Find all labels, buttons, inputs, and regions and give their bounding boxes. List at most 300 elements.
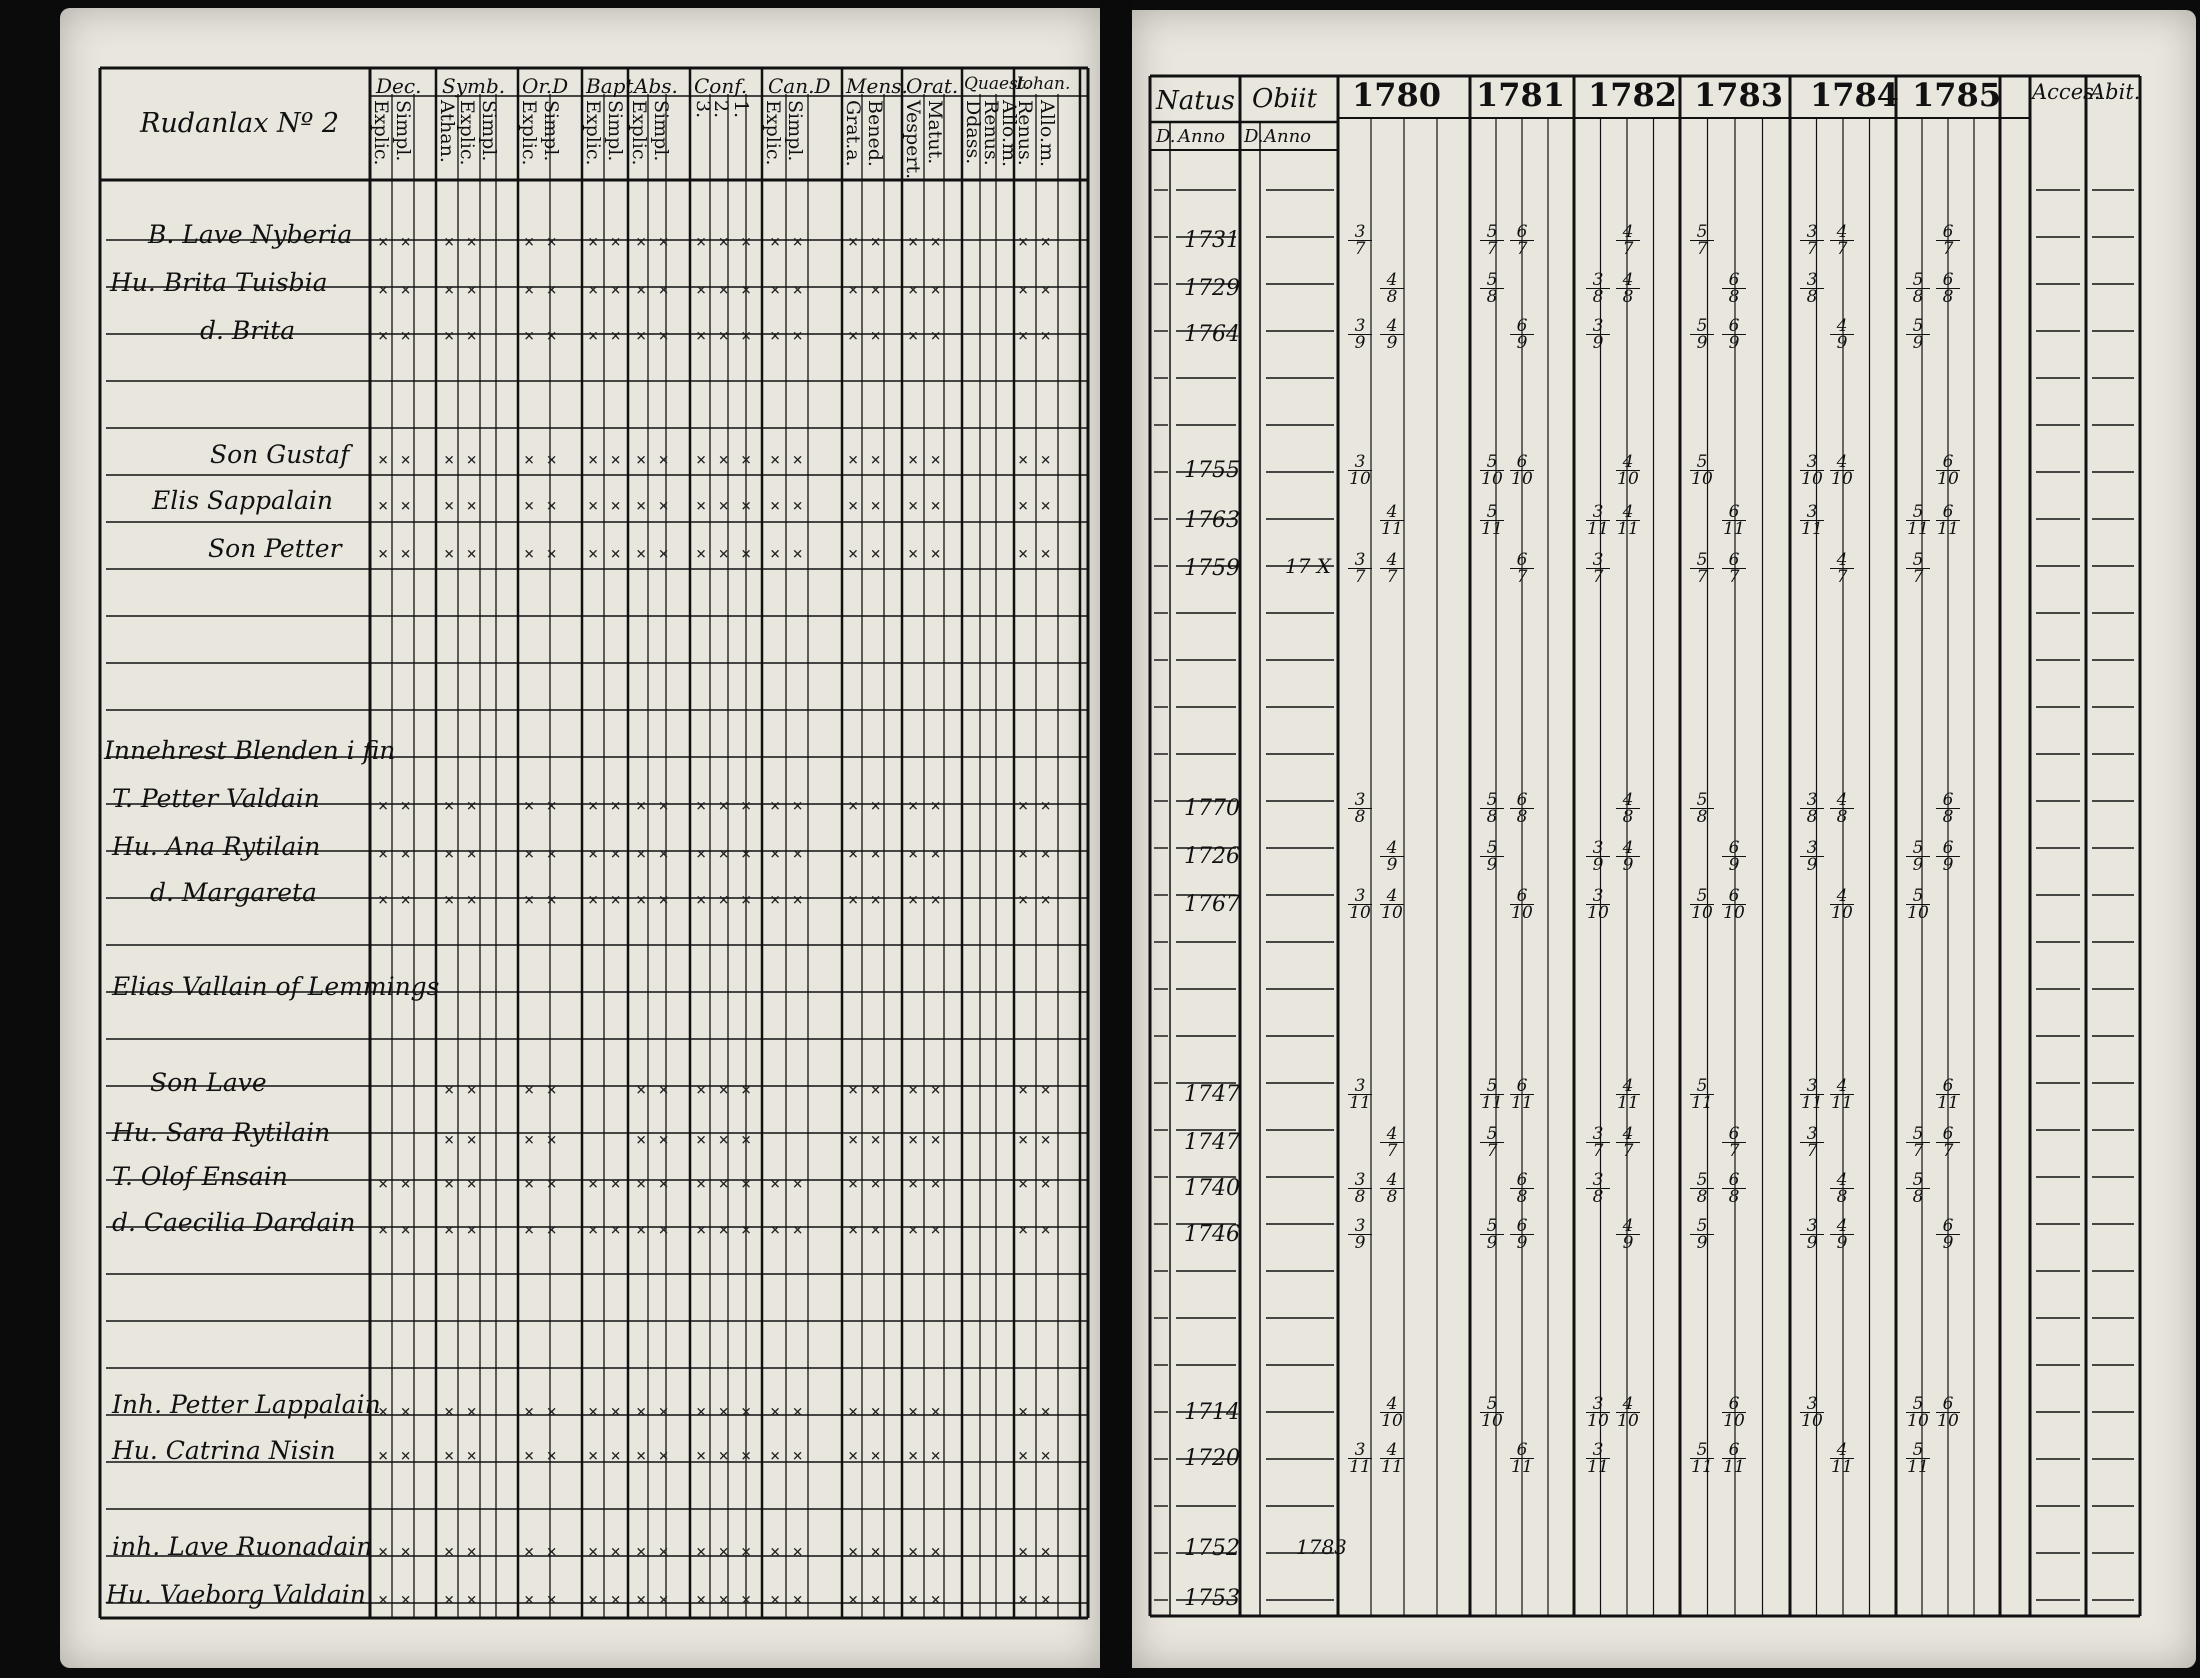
exam-mark: × × [524, 232, 558, 252]
exam-fraction-mark: $\frac{4}{10}$ [1617, 1394, 1639, 1431]
obiit-anno-header: Anno [1264, 126, 1312, 147]
exam-fraction-mark: $\frac{6}{9}$ [1510, 1218, 1534, 1251]
exam-mark: × × [524, 1220, 558, 1240]
exam-mark: × × [444, 1402, 478, 1422]
exam-mark: × × [770, 496, 804, 516]
exam-mark: × × [848, 232, 882, 252]
exam-fraction-mark: $\frac{6}{8}$ [1936, 792, 1960, 825]
exam-mark: × × [378, 1402, 412, 1422]
exam-mark: × × [770, 1402, 804, 1422]
column-sub-header: Explic. [518, 100, 540, 166]
exam-mark: × × [770, 796, 804, 816]
exam-mark: × × [770, 450, 804, 470]
exam-mark: × × [908, 1080, 942, 1100]
exam-mark: × × [908, 1542, 942, 1562]
exam-mark: × × × [696, 1590, 753, 1610]
exam-fraction-mark: $\frac{3}{9}$ [1800, 1218, 1824, 1251]
exam-fraction-mark: $\frac{5}{9}$ [1480, 1218, 1504, 1251]
exam-mark: × × [770, 1542, 804, 1562]
household-member-name: d. Caecilia Dardain [112, 1208, 356, 1237]
column-sub-header: Explic. [762, 100, 784, 166]
exam-mark: × × [636, 796, 670, 816]
column-sub-header: Simpl. [478, 100, 500, 162]
exam-fraction-mark: $\frac{3}{8}$ [1800, 272, 1824, 305]
exam-fraction-mark: $\frac{6}{7}$ [1722, 552, 1746, 585]
exam-mark: × × [524, 280, 558, 300]
column-sub-header: Simpl. [784, 100, 806, 162]
column-sub-header: Explic. [628, 100, 650, 166]
natus-header: Natus [1156, 86, 1235, 116]
birth-year: 1729 [1184, 276, 1240, 301]
parish-heading: Rudanlax Nº 2 [140, 108, 340, 139]
exam-mark: × × [524, 544, 558, 564]
exam-fraction-mark: $\frac{3}{10}$ [1349, 886, 1371, 923]
birth-year: 1746 [1184, 1222, 1240, 1247]
exam-fraction-mark: $\frac{6}{7}$ [1936, 1126, 1960, 1159]
column-sub-header: 2. [710, 100, 732, 119]
exam-fraction-mark: $\frac{5}{10}$ [1691, 886, 1713, 923]
column-sub-header: Grat.a. [842, 100, 864, 167]
exam-fraction-mark: $\frac{3}{10}$ [1587, 886, 1609, 923]
exam-mark: × × [378, 1446, 412, 1466]
exam-mark: × × [444, 496, 478, 516]
exam-fraction-mark: $\frac{6}{10}$ [1937, 1394, 1959, 1431]
exam-fraction-mark: $\frac{5}{10}$ [1481, 452, 1503, 489]
household-member-name: Son Lave [150, 1068, 267, 1097]
exam-mark: × × [524, 496, 558, 516]
exam-mark: × × [378, 890, 412, 910]
exam-fraction-mark: $\frac{4}{7}$ [1380, 1126, 1404, 1159]
exam-mark: × × [1018, 1590, 1052, 1610]
exam-mark: × × × [696, 1542, 753, 1562]
household-member-name: Son Petter [208, 534, 342, 563]
exam-fraction-mark: $\frac{5}{7}$ [1480, 1126, 1504, 1159]
household-member-name: Hu. Catrina Nisin [112, 1436, 336, 1465]
exam-mark: × × [588, 1446, 622, 1466]
exam-mark: × × [378, 232, 412, 252]
exam-mark: × × [848, 1174, 882, 1194]
column-group-header: Quaest. [964, 74, 1031, 94]
exam-fraction-mark: $\frac{3}{10}$ [1587, 1394, 1609, 1431]
exam-fraction-mark: $\frac{5}{7}$ [1690, 224, 1714, 257]
exam-fraction-mark: $\frac{5}{8}$ [1906, 272, 1930, 305]
exam-fraction-mark: $\frac{6}{10}$ [1723, 886, 1745, 923]
exam-mark: × × [588, 544, 622, 564]
birth-year: 1714 [1184, 1400, 1240, 1425]
exam-fraction-mark: $\frac{6}{7}$ [1510, 224, 1534, 257]
exam-mark: × × × [696, 232, 753, 252]
column-sub-header: Athan. [436, 100, 458, 163]
exam-mark: × × [770, 326, 804, 346]
exam-mark: × × [908, 1446, 942, 1466]
exam-mark: × × [588, 1402, 622, 1422]
exam-mark: × × [1018, 232, 1052, 252]
column-group-header: Can.D [768, 74, 831, 98]
exam-mark: × × [848, 1446, 882, 1466]
exam-fraction-mark: $\frac{6}{8}$ [1936, 272, 1960, 305]
exam-mark: × × [770, 1174, 804, 1194]
household-member-name: inh. Lave Ruonadain [112, 1532, 373, 1561]
exam-mark: × × × [696, 1130, 753, 1150]
exam-mark: × × [524, 1080, 558, 1100]
column-sub-header: 1. [730, 100, 752, 119]
exam-mark: × × [588, 1174, 622, 1194]
birth-year: 1764 [1184, 322, 1240, 347]
household-member-name: Son Gustaf [210, 440, 350, 469]
exam-fraction-mark: $\frac{3}{7}$ [1586, 1126, 1610, 1159]
exam-fraction-mark: $\frac{4}{11}$ [1831, 1076, 1853, 1113]
obiit-d-header: D. [1244, 126, 1264, 147]
exam-mark: × × [444, 1130, 478, 1150]
exam-mark: × × [378, 496, 412, 516]
birth-year: 1747 [1184, 1130, 1240, 1155]
exam-fraction-mark: $\frac{3}{8}$ [1800, 792, 1824, 825]
household-member-name: T. Olof Ensain [112, 1162, 288, 1191]
birth-year: 1752 [1184, 1536, 1240, 1561]
exam-fraction-mark: $\frac{4}{8}$ [1380, 272, 1404, 305]
exam-fraction-mark: $\frac{5}{9}$ [1906, 318, 1930, 351]
exam-mark: × × [848, 1590, 882, 1610]
exam-mark: × × [636, 1080, 670, 1100]
exam-mark: × × × [696, 796, 753, 816]
exam-mark: × × [588, 844, 622, 864]
exam-mark: × × [908, 890, 942, 910]
exam-mark: × × [848, 496, 882, 516]
exam-mark: × × [378, 1590, 412, 1610]
exam-fraction-mark: $\frac{6}{10}$ [1723, 1394, 1745, 1431]
exam-mark: × × [848, 1220, 882, 1240]
exam-mark: × × [588, 450, 622, 470]
exam-fraction-mark: $\frac{4}{7}$ [1380, 552, 1404, 585]
exam-fraction-mark: $\frac{6}{9}$ [1722, 318, 1746, 351]
exam-mark: × × × [696, 1080, 753, 1100]
exam-mark: × × [848, 1542, 882, 1562]
exam-fraction-mark: $\frac{3}{10}$ [1349, 452, 1371, 489]
exam-mark: × × × [696, 1220, 753, 1240]
exam-mark: × × [524, 326, 558, 346]
exam-fraction-mark: $\frac{6}{7}$ [1936, 224, 1960, 257]
exam-fraction-mark: $\frac{3}{8}$ [1586, 1172, 1610, 1205]
exam-fraction-mark: $\frac{4}{10}$ [1617, 452, 1639, 489]
household-member-name: B. Lave Nyberia [148, 220, 353, 249]
exam-mark: × × [444, 450, 478, 470]
exam-fraction-mark: $\frac{4}{8}$ [1616, 792, 1640, 825]
exam-fraction-mark: $\frac{6}{11}$ [1511, 1440, 1533, 1477]
exam-mark: × × [770, 280, 804, 300]
exam-mark: × × [770, 1220, 804, 1240]
exam-fraction-mark: $\frac{3}{7}$ [1348, 552, 1372, 585]
exam-mark: × × [636, 1130, 670, 1150]
exam-mark: × × × [696, 1174, 753, 1194]
exam-fraction-mark: $\frac{3}{9}$ [1348, 318, 1372, 351]
exam-mark: × × [636, 1542, 670, 1562]
exam-fraction-mark: $\frac{3}{11}$ [1801, 502, 1823, 539]
exam-fraction-mark: $\frac{4}{7}$ [1616, 224, 1640, 257]
exam-mark: × × [1018, 890, 1052, 910]
exam-fraction-mark: $\frac{5}{11}$ [1907, 1440, 1929, 1477]
exam-fraction-mark: $\frac{3}{8}$ [1348, 792, 1372, 825]
household-member-name: d. Margareta [150, 878, 317, 907]
year-header: 1785 [1912, 76, 2002, 114]
exam-fraction-mark: $\frac{5}{11}$ [1691, 1440, 1713, 1477]
exam-fraction-mark: $\frac{6}{7}$ [1510, 552, 1534, 585]
exam-mark: × × [1018, 796, 1052, 816]
column-sub-header: Allo.m. [998, 100, 1020, 168]
exam-mark: × × [636, 326, 670, 346]
exam-fraction-mark: $\frac{4}{8}$ [1830, 1172, 1854, 1205]
column-sub-header: Renus. [980, 100, 1002, 166]
exam-mark: × × [848, 796, 882, 816]
exam-mark: × × [444, 232, 478, 252]
exam-mark: × × [848, 844, 882, 864]
exam-mark: × × [444, 1174, 478, 1194]
exam-fraction-mark: $\frac{6}{11}$ [1511, 1076, 1533, 1113]
exam-mark: × × [848, 1130, 882, 1150]
exam-fraction-mark: $\frac{4}{10}$ [1831, 452, 1853, 489]
exam-fraction-mark: $\frac{6}{10}$ [1937, 452, 1959, 489]
exam-fraction-mark: $\frac{4}{8}$ [1830, 792, 1854, 825]
exam-mark: × × [636, 844, 670, 864]
exam-mark: × × [848, 544, 882, 564]
column-group-header: Iohan. [1016, 74, 1071, 94]
exam-mark: × × [444, 796, 478, 816]
column-sub-header: Simpl. [392, 100, 414, 162]
exam-fraction-mark: $\frac{4}{9}$ [1380, 318, 1404, 351]
exam-mark: × × [1018, 450, 1052, 470]
exam-mark: × × [908, 1590, 942, 1610]
birth-year: 1767 [1184, 892, 1240, 917]
exam-fraction-mark: $\frac{5}{9}$ [1690, 1218, 1714, 1251]
exam-mark: × × [908, 450, 942, 470]
exam-fraction-mark: $\frac{4}{11}$ [1381, 502, 1403, 539]
exam-mark: × × [378, 280, 412, 300]
exam-mark: × × [908, 796, 942, 816]
exam-mark: × × [444, 1542, 478, 1562]
exam-mark: × × [636, 450, 670, 470]
exam-mark: × × [1018, 1542, 1052, 1562]
exam-mark: × × [378, 1174, 412, 1194]
exam-fraction-mark: $\frac{5}{10}$ [1907, 1394, 1929, 1431]
exam-mark: × × [378, 796, 412, 816]
year-header: 1783 [1694, 76, 1784, 114]
birth-year: 1753 [1184, 1586, 1240, 1611]
exam-fraction-mark: $\frac{5}{7}$ [1906, 1126, 1930, 1159]
exam-mark: × × [770, 1446, 804, 1466]
exam-mark: × × [378, 326, 412, 346]
exam-fraction-mark: $\frac{4}{7}$ [1830, 224, 1854, 257]
exam-fraction-mark: $\frac{3}{7}$ [1348, 224, 1372, 257]
exam-mark: × × [444, 1590, 478, 1610]
birth-year: 1747 [1184, 1082, 1240, 1107]
exam-mark: × × [524, 450, 558, 470]
exam-mark: × × [588, 1542, 622, 1562]
abiit-header: Abit. [2090, 80, 2141, 104]
exam-mark: × × [908, 280, 942, 300]
household-member-name: Elias Vallain of Lemmings [112, 972, 440, 1001]
exam-fraction-mark: $\frac{4}{11}$ [1381, 1440, 1403, 1477]
exam-mark: × × [636, 1220, 670, 1240]
exam-mark: × × [908, 496, 942, 516]
exam-fraction-mark: $\frac{6}{9}$ [1510, 318, 1534, 351]
exam-fraction-mark: $\frac{6}{9}$ [1722, 840, 1746, 873]
exam-mark: × × [524, 1590, 558, 1610]
exam-mark: × × [908, 1174, 942, 1194]
birth-year: 1726 [1184, 844, 1240, 869]
exam-mark: × × [378, 1542, 412, 1562]
exam-mark: × × [770, 544, 804, 564]
exam-fraction-mark: $\frac{4}{9}$ [1830, 318, 1854, 351]
exam-fraction-mark: $\frac{6}{11}$ [1723, 502, 1745, 539]
exam-fraction-mark: $\frac{4}{10}$ [1381, 886, 1403, 923]
exam-fraction-mark: $\frac{4}{7}$ [1616, 1126, 1640, 1159]
exam-fraction-mark: $\frac{6}{8}$ [1722, 272, 1746, 305]
exam-fraction-mark: $\frac{6}{9}$ [1936, 1218, 1960, 1251]
exam-mark: × × [1018, 1446, 1052, 1466]
exam-fraction-mark: $\frac{6}{10}$ [1511, 452, 1533, 489]
birth-year: 1770 [1184, 796, 1240, 821]
birth-year: 1759 [1184, 556, 1240, 581]
column-group-header: Conf. [694, 74, 748, 98]
exam-mark: × × [444, 1446, 478, 1466]
exam-mark: × × [588, 326, 622, 346]
exam-mark: × × [378, 544, 412, 564]
exam-mark: × × [1018, 1402, 1052, 1422]
exam-mark: × × [524, 890, 558, 910]
exam-fraction-mark: $\frac{6}{10}$ [1511, 886, 1533, 923]
exam-mark: × × [588, 1590, 622, 1610]
exam-mark: × × × [696, 890, 753, 910]
exam-fraction-mark: $\frac{5}{10}$ [1907, 886, 1929, 923]
exam-mark: × × [588, 796, 622, 816]
household-member-name: Hu. Sara Rytilain [112, 1118, 331, 1147]
column-group-header: Bapt [586, 74, 634, 98]
exam-mark: × × [770, 844, 804, 864]
exam-mark: × × × [696, 280, 753, 300]
exam-fraction-mark: $\frac{3}{7}$ [1800, 224, 1824, 257]
natus-anno-header: Anno [1178, 126, 1226, 147]
exam-mark: × × [636, 1402, 670, 1422]
exam-mark: × × × [696, 326, 753, 346]
column-group-header: Mens. [846, 74, 908, 98]
exam-mark: × × [908, 232, 942, 252]
column-sub-header: Bened. [864, 100, 886, 167]
exam-fraction-mark: $\frac{3}{7}$ [1800, 1126, 1824, 1159]
exam-mark: × × [636, 1446, 670, 1466]
exam-fraction-mark: $\frac{3}{11}$ [1587, 1440, 1609, 1477]
exam-mark: × × [1018, 844, 1052, 864]
exam-mark: × × [848, 450, 882, 470]
column-group-header: Dec. [376, 74, 422, 98]
exam-mark: × × [524, 1130, 558, 1150]
exam-mark: × × [444, 1080, 478, 1100]
exam-mark: × × [636, 890, 670, 910]
exam-mark: × × [1018, 1130, 1052, 1150]
exam-mark: × × [636, 1590, 670, 1610]
column-group-header: Or.D [522, 74, 569, 98]
natus-d-header: D. [1156, 126, 1176, 147]
exam-mark: × × [908, 844, 942, 864]
column-sub-header: Simpl. [650, 100, 672, 162]
exam-fraction-mark: $\frac{5}{9}$ [1906, 840, 1930, 873]
exam-fraction-mark: $\frac{5}{11}$ [1691, 1076, 1713, 1113]
exam-fraction-mark: $\frac{5}{8}$ [1480, 272, 1504, 305]
exam-fraction-mark: $\frac{5}{10}$ [1481, 1394, 1503, 1431]
exam-fraction-mark: $\frac{4}{7}$ [1830, 552, 1854, 585]
column-sub-header: Vespert. [902, 100, 924, 180]
exam-fraction-mark: $\frac{4}{9}$ [1830, 1218, 1854, 1251]
exam-mark: × × [444, 890, 478, 910]
exam-mark: × × [636, 232, 670, 252]
exam-mark: × × [770, 232, 804, 252]
birth-year: 1740 [1184, 1176, 1240, 1201]
exam-fraction-mark: $\frac{6}{8}$ [1510, 1172, 1534, 1205]
birth-year: 1720 [1184, 1446, 1240, 1471]
exam-mark: × × [378, 844, 412, 864]
exam-fraction-mark: $\frac{5}{8}$ [1906, 1172, 1930, 1205]
exam-mark: × × [1018, 1220, 1052, 1240]
exam-fraction-mark: $\frac{6}{7}$ [1722, 1126, 1746, 1159]
exam-fraction-mark: $\frac{5}{11}$ [1481, 502, 1503, 539]
exam-mark: × × [770, 1590, 804, 1610]
exam-mark: × × [908, 326, 942, 346]
household-member-name: d. Brita [200, 316, 296, 345]
exam-mark: × × [524, 1542, 558, 1562]
exam-fraction-mark: $\frac{5}{8}$ [1690, 1172, 1714, 1205]
exam-fraction-mark: $\frac{3}{11}$ [1349, 1440, 1371, 1477]
exam-fraction-mark: $\frac{4}{8}$ [1380, 1172, 1404, 1205]
household-member-name: T. Petter Valdain [112, 784, 320, 813]
exam-mark: × × × [696, 1446, 753, 1466]
exam-fraction-mark: $\frac{6}{8}$ [1510, 792, 1534, 825]
exam-fraction-mark: $\frac{3}{9}$ [1586, 840, 1610, 873]
exam-mark: × × [636, 280, 670, 300]
exam-fraction-mark: $\frac{6}{11}$ [1937, 1076, 1959, 1113]
household-member-name: Hu. Ana Rytilain [112, 832, 321, 861]
column-sub-header: Allo.m. [1036, 100, 1058, 168]
household-member-name: Hu. Vaeborg Valdain [106, 1580, 366, 1609]
household-member-name: Innehrest Blenden i fin [104, 736, 396, 765]
year-header: 1780 [1352, 76, 1442, 114]
exam-fraction-mark: $\frac{3}{8}$ [1586, 272, 1610, 305]
exam-fraction-mark: $\frac{5}{7}$ [1480, 224, 1504, 257]
exam-mark: × × × [696, 450, 753, 470]
exam-mark: × × [378, 450, 412, 470]
exam-mark: × × [524, 1402, 558, 1422]
exam-mark: × × [444, 326, 478, 346]
exam-fraction-mark: $\frac{6}{11}$ [1937, 502, 1959, 539]
exam-mark: × × × [696, 844, 753, 864]
column-sub-header: Matut. [924, 100, 946, 165]
column-sub-header: Simpl. [604, 100, 626, 162]
exam-mark: × × [848, 890, 882, 910]
exam-fraction-mark: $\frac{3}{7}$ [1586, 552, 1610, 585]
exam-mark: × × [524, 844, 558, 864]
column-group-header: Orat. [906, 74, 959, 98]
exam-fraction-mark: $\frac{4}{11}$ [1617, 502, 1639, 539]
exam-mark: × × [908, 1130, 942, 1150]
exam-fraction-mark: $\frac{5}{7}$ [1690, 552, 1714, 585]
exam-mark: × × × [696, 1402, 753, 1422]
exam-fraction-mark: $\frac{3}{9}$ [1586, 318, 1610, 351]
exam-mark: × × [588, 280, 622, 300]
exam-mark: × × [636, 1174, 670, 1194]
year-header: 1784 [1810, 76, 1900, 114]
exam-mark: × × [770, 890, 804, 910]
birth-year: 1755 [1184, 458, 1240, 483]
exam-fraction-mark: $\frac{4}{11}$ [1617, 1076, 1639, 1113]
column-group-header: Abs. [634, 74, 678, 98]
exam-fraction-mark: $\frac{4}{9}$ [1616, 1218, 1640, 1251]
